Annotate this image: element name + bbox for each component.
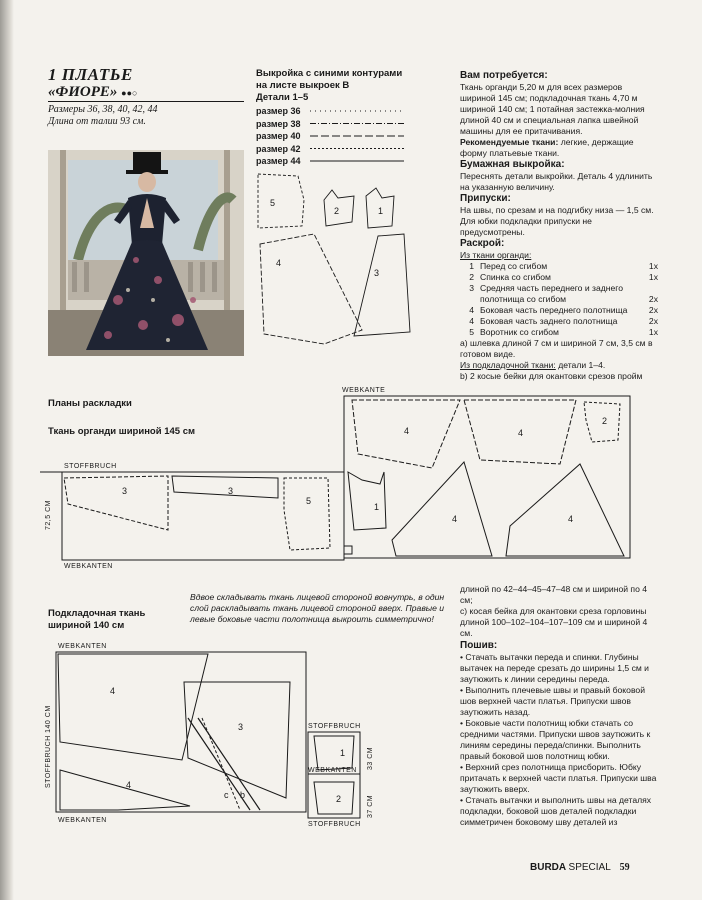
stoffbruch-140-label: STOFFBRUCH 140 CM <box>45 705 52 788</box>
organdy-heading: Из ткани органди: <box>460 250 532 260</box>
lining-heading: Из подкладочной ткани: <box>460 360 556 370</box>
lining-layout-diagram <box>40 638 320 828</box>
organdy-parts-list <box>460 261 658 338</box>
footer-brand: BURDA <box>530 862 566 873</box>
fabrics-heading: Рекомендуемые ткани: <box>460 137 559 147</box>
svg-text:4: 4 <box>126 780 132 790</box>
difficulty-dots: ●●○ <box>121 88 138 98</box>
webkante-label: WEBKANTE <box>342 387 386 394</box>
svg-text:c: c <box>224 790 229 800</box>
small-stoffbruch-top-label: STOFFBRUCH <box>308 723 361 730</box>
organdy-layout-title: Ткань органди шириной 145 см <box>48 426 196 437</box>
continued-section <box>460 584 658 828</box>
dim-72-5-label: 72,5 CM <box>45 500 52 530</box>
small-stoffbruch-bottom-label: STOFFBRUCH <box>308 821 361 828</box>
list-item: 4 Боковая часть переднего полотнища 2x <box>469 305 658 315</box>
size-36-label: размер 36 <box>256 106 301 116</box>
sizes-line: Размеры 36, 38, 40, 42, 44 <box>48 104 158 115</box>
size-38-label: размер 38 <box>256 118 301 129</box>
title-rule <box>48 101 244 102</box>
svg-text:1: 1 <box>340 748 346 758</box>
svg-text:3: 3 <box>122 486 128 496</box>
paper-pattern-text: Переснять детали выкройки. Деталь 4 удлинить на указанную величину. <box>460 171 653 192</box>
svg-text:3: 3 <box>374 268 380 278</box>
list-item: 4 Боковая часть заднего полотнища 2x <box>469 316 658 326</box>
size-44-label: размер 44 <box>256 156 301 166</box>
lining-title-line1: Подкладочная ткань <box>48 608 146 619</box>
materials-text: Ткань органди 5,20 м для всех размеров шириной 145 см; подкладочная ткань 4,70 м шириной 140 см; 1 потайная застежка-молния длиной 40 см и специальная лапка швейной машины для ее притачивания. <box>460 82 645 136</box>
dress-name: «ФИОРЕ» <box>48 84 118 100</box>
svg-text:2: 2 <box>336 794 342 804</box>
svg-text:2: 2 <box>602 416 608 426</box>
page-footer <box>530 862 630 873</box>
article-title: 1 ПЛАТЬЕ <box>48 65 133 84</box>
list-item: 2 Спинка со сгибом 1x <box>469 272 658 282</box>
dress-photo <box>48 150 244 356</box>
svg-text:b: b <box>240 790 246 800</box>
article-subtitle <box>48 84 137 101</box>
svg-text:4: 4 <box>404 426 410 436</box>
recommended-fabrics <box>460 137 658 159</box>
list-item: • Верхний срез полотнища присборить. Юбку притачать к верхней части платья. Припуски шва заутюжить вверх. <box>460 762 657 794</box>
cutting-heading: Раскрой: <box>460 238 505 249</box>
lining-bodice-diagram <box>300 718 380 828</box>
list-item: • Боковые части полотнищ юбки стачать со средними частями. Припуски швов заутюжить к линиям середины переда/спинки. Выполнить правый боковой шов полотнищ юбки. <box>460 718 651 761</box>
list-item: • Выполнить плечевые швы и правый боковой шов верхней части платья. Припуски швов заутюжить назад. <box>460 685 645 717</box>
footer-special: SPECIAL <box>568 862 611 873</box>
list-item: 1 Перед со сгибом 1x <box>469 261 658 271</box>
lining-title-line2: шириной 140 см <box>48 620 125 631</box>
svg-text:5: 5 <box>306 496 312 506</box>
pattern-parts: Детали 1–5 <box>256 92 309 103</box>
svg-text:4: 4 <box>110 686 116 696</box>
size-42-label: размер 42 <box>256 143 301 154</box>
svg-text:4: 4 <box>276 258 282 268</box>
continued-text-2: c) косая бейка для окантовки среза горловины длиной 100–102–104–107–109 см и шириной 4 см. <box>460 606 648 638</box>
size-line-styles <box>308 105 408 169</box>
list-item: • Стачать вытачки переда и спинки. Глубины вытачек на переде срезать до ширины 1,5 см и заутюжить к линии середины переда. <box>460 652 649 684</box>
svg-text:1: 1 <box>378 206 384 216</box>
dim-37-label: 37 CM <box>367 794 374 818</box>
size-40-label: размер 40 <box>256 131 301 141</box>
dim-33-label: 33 CM <box>367 746 374 770</box>
svg-text:5: 5 <box>270 198 276 208</box>
svg-text:2: 2 <box>334 206 340 216</box>
stoffbruch-label: STOFFBRUCH <box>64 463 117 470</box>
svg-text:3: 3 <box>228 486 234 496</box>
lining-webkanten-bottom-label: WEBKANTEN <box>58 817 107 824</box>
svg-text:1: 1 <box>374 502 380 512</box>
pattern-sheet-line2: на листе выкроек В <box>256 80 350 91</box>
lining-webkanten-top-label: WEBKANTEN <box>58 643 107 650</box>
size-info <box>48 104 157 128</box>
list-item: 5 Воротник со сгибом 1x <box>469 327 658 337</box>
page-binding-shadow <box>0 0 14 900</box>
layout-note: Вдвое складывать ткань лицевой стороной вовнутрь, в один слой раскладывать ткань лицевой стороной вверх. Правые и левые боковые части полотнища выкроить симметрично! <box>190 592 445 624</box>
length-line: Длина от талии 93 см. <box>48 116 146 127</box>
list-item: • Стачать вытачки и выполнить швы на деталях подкладки, боковой шов деталей подкладки симметричен боковому шву деталей из <box>460 795 652 827</box>
organdy-layout-diagram <box>40 380 640 570</box>
lining-parts-text: детали 1–4. <box>558 360 606 370</box>
sewing-steps <box>460 652 658 828</box>
paper-pattern-heading: Бумажная выкройка: <box>460 159 565 170</box>
pattern-pieces-diagram <box>254 170 454 350</box>
item-b: b) 2 косые бейки для окантовки срезов пройм <box>460 371 643 381</box>
pattern-sheet-header <box>256 68 456 104</box>
svg-text:4: 4 <box>452 514 458 524</box>
materials-heading: Вам потребуется: <box>460 70 548 81</box>
pattern-sheet-line1: Выкройка с синими контурами <box>256 68 403 79</box>
materials-section <box>460 70 658 382</box>
svg-text:4: 4 <box>518 428 524 438</box>
webkanten-label: WEBKANTEN <box>64 563 113 570</box>
continued-text-1: длиной по 42–44–45–47–48 см и шириной по 4 см; <box>460 584 648 605</box>
sewing-heading: Пошив: <box>460 640 498 651</box>
lining-layout-title <box>48 608 145 632</box>
allowances-heading: Припуски: <box>460 193 511 204</box>
svg-text:4: 4 <box>568 514 574 524</box>
item-a: a) шлевка длиной 7 см и шириной 7 см, 3,5 см в готовом виде. <box>460 338 653 359</box>
allowances-text: На швы, по срезам и на подгибку низа — 1,5 см. Для юбки подкладки припуски не предусмотрены. <box>460 205 654 237</box>
svg-text:3: 3 <box>238 722 244 732</box>
small-webkanten-label: WEBKANTEN <box>308 767 357 774</box>
list-item: 3 Средняя часть переднего и заднего полотнища со сгибом 2x <box>469 283 658 304</box>
fabrics-text: легкие, держащие форму платьевые ткани. <box>460 137 634 158</box>
layouts-heading: Планы раскладки <box>48 398 132 409</box>
lining-parts <box>460 360 658 371</box>
page-number: 59 <box>619 862 630 873</box>
